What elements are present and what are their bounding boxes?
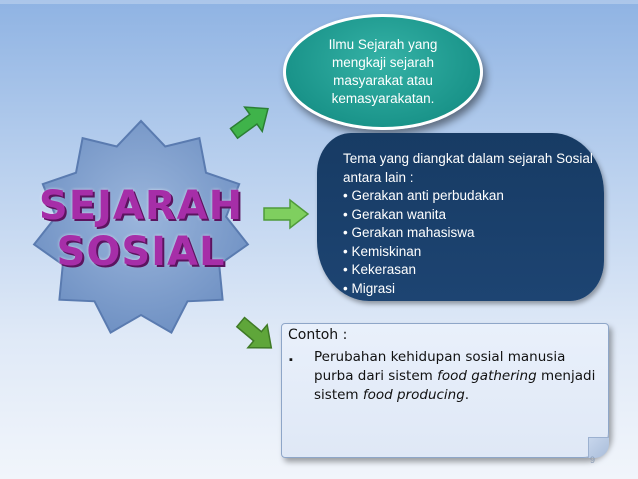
themes-list [343, 187, 504, 298]
example-text [314, 348, 604, 405]
top-stripe [0, 0, 638, 4]
list-item: • Migrasi [343, 280, 504, 299]
title-line-1: SEJARAH [38, 183, 244, 229]
themes-intro: Tema yang diangkat dalam sejarah Sosial antara lain : [343, 151, 593, 185]
list-item: • Kemiskinan [343, 243, 504, 262]
definition-text: Ilmu Sejarah yang mengkaji sejarah masyarakat atau kemasyarakatan. [328, 37, 438, 106]
square-bullet-icon: ▪ [289, 354, 293, 366]
arrow-middle-icon [262, 198, 310, 230]
example-italic-term: food gathering [437, 368, 537, 384]
arrow-bottom-icon [234, 314, 278, 356]
list-item: • Gerakan mahasiswa [343, 224, 504, 243]
example-text-part: menjadi sistem [314, 368, 596, 403]
example-text-part: Perubahan kehidupan sosial manusia purba dari sistem [314, 349, 566, 384]
example-label: Contoh : [288, 327, 348, 343]
list-item: • Gerakan wanita [343, 206, 504, 225]
example-text-part: . [464, 387, 470, 403]
arrow-top-icon [228, 100, 274, 142]
slide-title [30, 118, 252, 340]
list-item: • Gerakan anti perbudakan [343, 187, 504, 206]
page-number: 9 [590, 455, 596, 465]
definition-oval [283, 14, 483, 130]
example-italic-term: food producing [362, 387, 465, 403]
list-item: • Kekerasan [343, 261, 504, 280]
title-line-2: SOSIAL [56, 229, 226, 275]
